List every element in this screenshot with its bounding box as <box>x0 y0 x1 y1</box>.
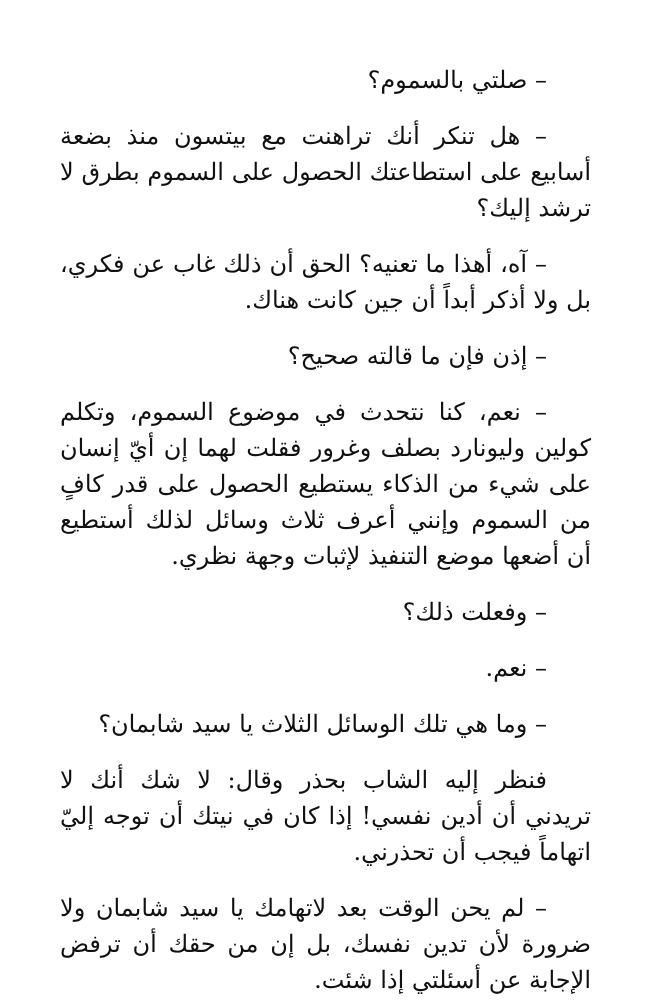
paragraph-7: – نعم. <box>485 654 547 682</box>
paragraph-4: – إذن فإن ما قالته صحيح؟ <box>287 342 547 370</box>
paragraph-8: – وما هي تلك الوسائل الثلاث يا سيد شابمان؟ <box>98 710 547 738</box>
paragraph-6: – وفعلت ذلك؟ <box>402 598 547 626</box>
paragraph-9: فنظر إليه الشاب بحذر وقال: لا شك أنك لا تريدني أن أدين نفسي! إذا كان في نيتك أن توجه إليّ اتهاماً فيجب أن تحذرني. <box>60 766 591 866</box>
paragraph-5: – نعم، كنا نتحدث في موضوع السموم، وتكلم كولين وليونارد بصلف وغرور فقلت لهما إن أيّ إنسان على شيء من الذكاء يستطيع الحصول على قدر كافٍ من السموم وإنني أعرف ثلاث وسائل لذلك أستطيع أن أضعها موضع التنفيذ لإثبات وجهة نظري. <box>60 398 591 570</box>
paragraph-3: – آه، أهذا ما تعنيه؟ الحق أن ذلك غاب عن فكري، بل ولا أذكر أبداً أن جين كانت هناك. <box>60 250 591 314</box>
paragraph-2: – هل تنكر أنك تراهنت مع بيتسون منذ بضعة أسابيع على استطاعتك الحصول على السموم بطرق لا ترشد إليك؟ <box>60 122 591 222</box>
paragraph-10: – لم يحن الوقت بعد لاتهامك يا سيد شابمان ولا ضرورة لأن تدين نفسك، بل إن من حقك أن ترفض الإجابة عن أسئلتي إذا شئت. <box>60 894 591 994</box>
paragraph-1: – صلتي بالسموم؟ <box>367 66 547 94</box>
